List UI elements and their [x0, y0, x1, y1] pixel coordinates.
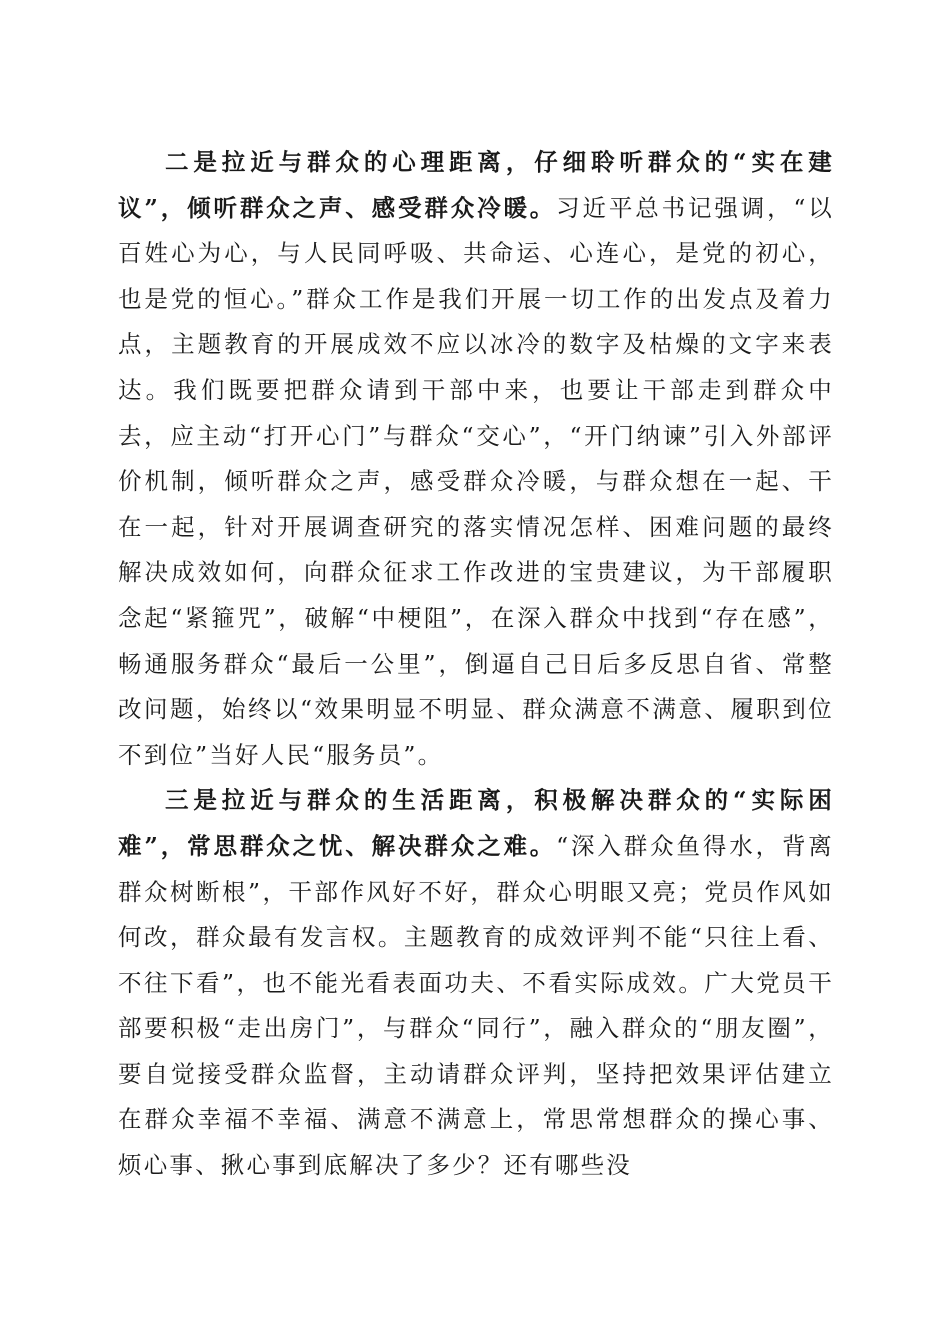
paragraph-2-body: 习近平总书记强调，“以百姓心为心，与人民同呼吸、共命运、心连心，是党的初心，也是党的恒心。”群众工作是我们开展一切工作的出发点及着力点，主题教育的开展成效不应以冰冷的数字及枯燥的文字来表达。我们既要把群众请到干部中来，也要让干部走到群众中去，应主动“打开心门”与群众“交心”，“开门纳谏”引入外部评价机制，倾听群众之声，感受群众冷暖，与群众想在一起、干在一起，针对开展调查研究的落实情况怎样、困难问题的最终解决成效如何，向群众征求工作改进的宝贵建议，为干部履职念起“紧箍咒”，破解“中梗阻”，在深入群众中找到“存在感”，畅通服务群众“最后一公里”，倒逼自己日后多反思自省、常整改问题，始终以“效果明显不明显、群众满意不满意、履职到位不到位”当好人民“服务员”。: [118, 193, 835, 769]
paragraph-2: [118, 140, 834, 778]
paragraph-3-lead: 三是拉近与群众的生活距离，积极解决群众的“实际困难”，常思群众之忧、解决群众之难。: [118, 786, 834, 860]
paragraph-3: [118, 778, 834, 1188]
paragraph-3-body: “深入群众鱼得水，背离群众树断根”，干部作风好不好，群众心明眼又亮；党员作风如何改，群众最有发言权。主题教育的成效评判不能“只往上看、不往下看”，也不能光看表面功夫、不看实际成效。广大党员干部要积极“走出房门”，与群众“同行”，融入群众的“朋友圈”，要自觉接受群众监督，主动请群众评判，坚持把效果评估建立在群众幸福不幸福、满意不满意上，常思常想群众的操心事、烦心事、揪心事到底解决了多少？还有哪些没: [118, 831, 835, 1180]
document-body: [118, 140, 834, 1189]
paragraph-2-lead: 二是拉近与群众的心理距离，仔细聆听群众的“实在建议”，倾听群众之声、感受群众冷暖。: [118, 148, 834, 222]
